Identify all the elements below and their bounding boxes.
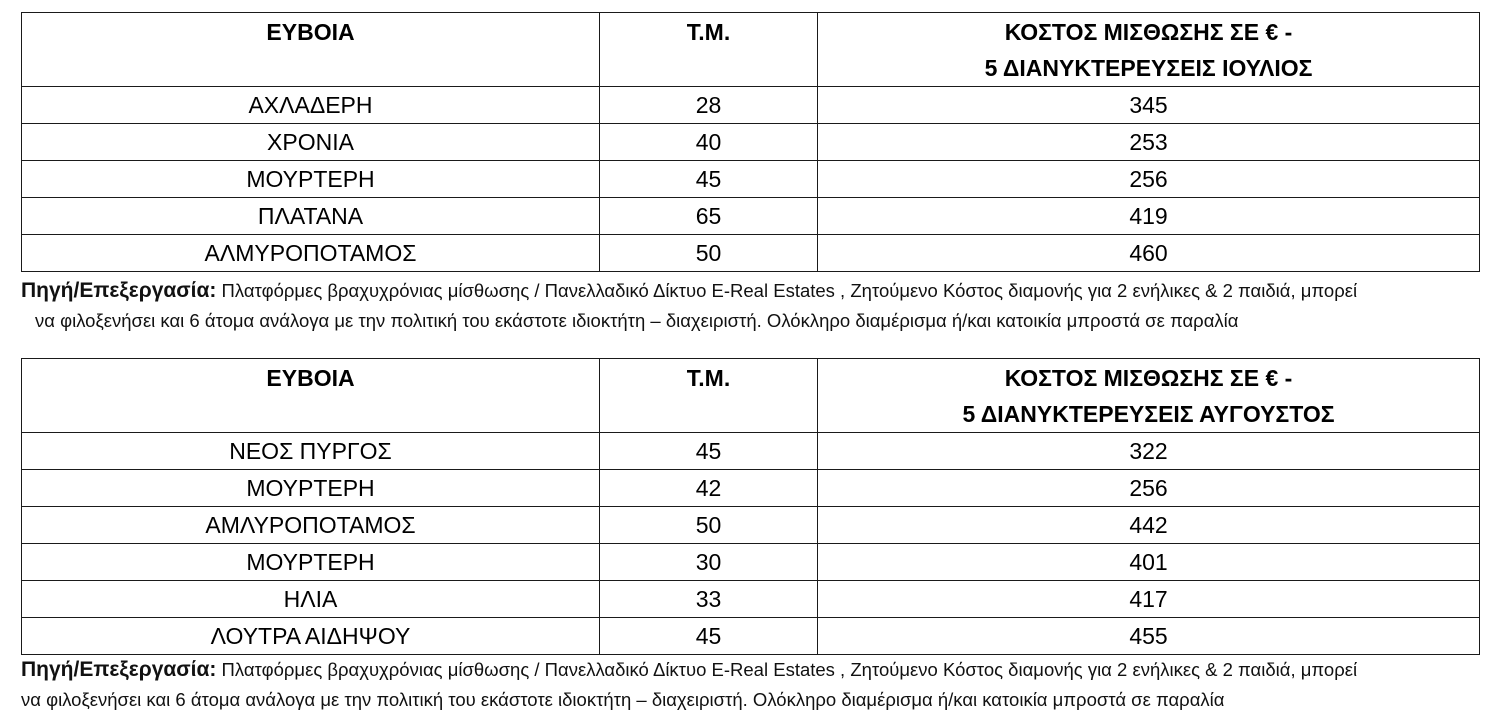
header-cost-line2: 5 ΔΙΑΝΥΚΤΕΡΕΥΣΕΙΣ ΑΥΓΟΥΣΤΟΣ [962,401,1335,427]
cell-location: ΠΛΑΤΑΝΑ [22,198,600,235]
header-cost [818,13,1480,87]
table-row [22,161,1480,198]
table-row [22,618,1480,655]
source-note-august [21,655,1483,715]
cell-sqm: 45 [600,618,818,655]
table-header-row [22,359,1480,433]
header-cost-line1: ΚΟΣΤΟΣ ΜΙΣΘΩΣΗΣ ΣΕ € - [1004,365,1293,391]
header-sqm: Τ.Μ. [600,359,818,433]
cell-location: ΧΡΟΝΙΑ [22,124,600,161]
table-row [22,198,1480,235]
source-text-line2: να φιλοξενήσει και 6 άτομα ανάλογα με την πολιτική του εκάστοτε ιδιοκτήτη – διαχειριστή. Ολόκληρο διαμέρισμα ή/και κατοικία μπροστά σε παραλία [21,689,1225,710]
header-location: ΕΥΒΟΙΑ [22,359,600,433]
header-cost-line1: ΚΟΣΤΟΣ ΜΙΣΘΩΣΗΣ ΣΕ € - [1004,19,1293,45]
cell-sqm: 50 [600,235,818,272]
cell-sqm: 45 [600,433,818,470]
cell-location: ΜΟΥΡΤΕΡΗ [22,470,600,507]
header-location: ΕΥΒΟΙΑ [22,13,600,87]
rental-table-july [21,12,1480,272]
cell-location: ΗΛΙΑ [22,581,600,618]
cell-sqm: 65 [600,198,818,235]
cell-cost: 345 [818,87,1480,124]
table-row [22,235,1480,272]
source-label: Πηγή/Επεξεργασία: [21,658,217,681]
cell-cost: 455 [818,618,1480,655]
cell-location: ΑΛΜΥΡΟΠΟΤΑΜΟΣ [22,235,600,272]
table-header-row [22,13,1480,87]
source-text-line1: Πλατφόρμες βραχυχρόνιας μίσθωσης / Πανελλαδικό Δίκτυο E-Real Estates , Ζητούμενο Κόστος διαμονής για 2 ενήλικες & 2 παιδιά, μπορεί [221,280,1358,301]
table-row [22,470,1480,507]
source-note-july [21,276,1483,336]
cell-sqm: 42 [600,470,818,507]
source-text-line1: Πλατφόρμες βραχυχρόνιας μίσθωσης / Πανελλαδικό Δίκτυο E-Real Estates , Ζητούμενο Κόστος διαμονής για 2 ενήλικες & 2 παιδιά, μπορεί [221,659,1358,680]
table-row [22,124,1480,161]
table-row [22,544,1480,581]
cell-sqm: 28 [600,87,818,124]
cell-cost: 419 [818,198,1480,235]
cell-cost: 401 [818,544,1480,581]
cell-cost: 256 [818,161,1480,198]
cell-location: ΑΜΛΥΡΟΠΟΤΑΜΟΣ [22,507,600,544]
cell-location: ΝΕΟΣ ΠΥΡΓΟΣ [22,433,600,470]
header-sqm: Τ.Μ. [600,13,818,87]
cell-sqm: 30 [600,544,818,581]
table-row [22,581,1480,618]
cell-cost: 256 [818,470,1480,507]
cell-location: ΛΟΥΤΡΑ ΑΙΔΗΨΟΥ [22,618,600,655]
rental-table-august [21,358,1480,655]
table-row [22,507,1480,544]
cell-location: ΑΧΛΑΔΕΡΗ [22,87,600,124]
cell-sqm: 50 [600,507,818,544]
cell-sqm: 40 [600,124,818,161]
cell-location: ΜΟΥΡΤΕΡΗ [22,161,600,198]
source-text-line2: να φιλοξενήσει και 6 άτομα ανάλογα με την πολιτική του εκάστοτε ιδιοκτήτη – διαχειριστή. Ολόκληρο διαμέρισμα ή/και κατοικία μπροστά σε παραλία [35,310,1239,331]
cell-cost: 442 [818,507,1480,544]
source-label: Πηγή/Επεξεργασία: [21,279,217,302]
cell-sqm: 45 [600,161,818,198]
cell-cost: 460 [818,235,1480,272]
cell-cost: 253 [818,124,1480,161]
cell-cost: 322 [818,433,1480,470]
cell-cost: 417 [818,581,1480,618]
header-cost [818,359,1480,433]
table-row [22,433,1480,470]
table-row [22,87,1480,124]
cell-location: ΜΟΥΡΤΕΡΗ [22,544,600,581]
header-cost-line2: 5 ΔΙΑΝΥΚΤΕΡΕΥΣΕΙΣ ΙΟΥΛΙΟΣ [984,55,1313,81]
cell-sqm: 33 [600,581,818,618]
